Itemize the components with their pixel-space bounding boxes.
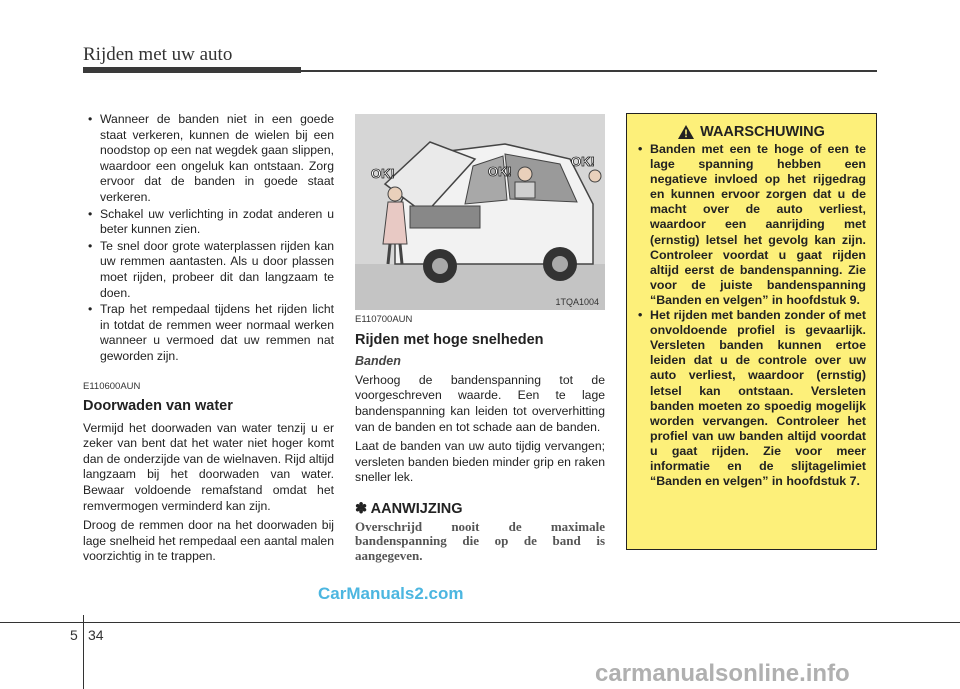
paragraph: Verhoog de bandenspanning tot de voorgeschreven waarde. Een te lage bandenspanning kan leiden tot oververhitting van de banden en tot schade aan de banden. — [355, 372, 605, 434]
column-middle — [355, 312, 605, 563]
bullet-item: • Trap het rempedaal tijdens het rijden licht in totdat de remmen weer normaal werken wanneer u vermoed dat uw remmen nat geworden zijn. — [83, 302, 334, 364]
ok-callout: OK! — [488, 164, 512, 179]
ok-callout: OK! — [571, 154, 595, 169]
car-illustration — [355, 114, 605, 310]
ok-callout: OK! — [371, 166, 395, 181]
note-heading: ✽ AANWIJZING — [355, 500, 463, 517]
bullet-item: • Te snel door grote waterplassen rijden kan uw remmen aantasten. Als u door plassen moet rijden, probeer dit dan langzaam te doen. — [83, 239, 334, 301]
page-header-title: Rijden met uw auto — [83, 44, 233, 65]
section-heading-water: Doorwaden van water — [83, 398, 233, 415]
warning-triangle-icon — [678, 125, 694, 139]
note-text: Overschrijd nooit de maximale bandenspanning die op de band is aangegeven. — [355, 518, 605, 563]
safety-bullet-list — [83, 112, 334, 365]
chapter-number: 5 — [70, 627, 78, 643]
paragraph: Laat de banden van uw auto tijdig vervangen; versleten banden bieden minder grip en raken sneller lek. — [355, 439, 605, 485]
warning-box — [626, 113, 877, 550]
warning-item: • Banden met een te hoge of een te lage spanning hebben een negatieve invloed op het rijgedrag en kunnen ervoor zorgen dat u de macht over de auto verliest, waardoor een aanrijding met (ernstig) letsel het gevolg kan zijn. Controleer voordat u gaat rijden altijd eerst de bandenspanning. Zie voor de juiste bandenspanning “Banden en velgen” in hoofdstuk 9. — [637, 142, 866, 308]
watermark-text: carmanualsonline.info — [595, 660, 850, 687]
subheading-tires: Banden — [355, 354, 401, 369]
warning-list — [637, 142, 866, 489]
warning-header — [637, 124, 866, 140]
column-left — [83, 112, 334, 569]
warning-title: WAARSCHUWING — [700, 124, 825, 140]
watermark-link[interactable]: CarManuals2.com — [318, 584, 464, 603]
header-bar — [83, 67, 301, 73]
section-code: E110600AUN — [83, 380, 141, 392]
header-rule — [301, 70, 877, 72]
minivan-drawing — [355, 114, 605, 310]
warning-item: • Het rijden met banden zonder of met onvoldoende profiel is gevaarlijk. Versleten banden kunnen ertoe leiden dat u de controle over uw auto verliest, waardoor (ernstig) letsel kan ontstaan. Versleten banden moeten zo spoedig mogelijk worden vervangen. Controleer het profiel van uw banden altijd voordat u gaat rijden. Zie voor meer informatie en de slijtagelimiet “Banden en velgen” in hoofdstuk 7. — [637, 308, 866, 489]
footer-rule — [0, 622, 960, 623]
illustration-code: 1TQA1004 — [555, 297, 599, 307]
section-heading-speed: Rijden met hoge snelheden — [355, 331, 544, 348]
bullet-item: • Schakel uw verlichting in zodat anderen u beter kunnen zien. — [83, 207, 334, 238]
paragraph: Vermijd het doorwaden van water tenzij u er zeker van bent dat het water niet hoger komt dan de onderzijde van de wielnaven. Rijd altijd langzaam bij het doorwaden van water. Bewaar voldoende remafstand omdat het remvermogen verminderd kan zijn. — [83, 420, 334, 513]
page-number: 34 — [88, 627, 104, 643]
bullet-item: • Wanneer de banden niet in een goede staat verkeren, kunnen de wielen bij een noodstop op een nat wegdek gaan slippen, waardoor een ongeluk kan ontstaan. Zorg ervoor dat de banden in goede staat verkeren. — [83, 112, 334, 206]
footer-divider — [83, 615, 84, 689]
paragraph: Droog de remmen door na het doorwaden bij lage snelheid het rempedaal een aantal malen voorzichtig in te trappen. — [83, 518, 334, 564]
section-code: E110700AUN — [355, 314, 413, 325]
